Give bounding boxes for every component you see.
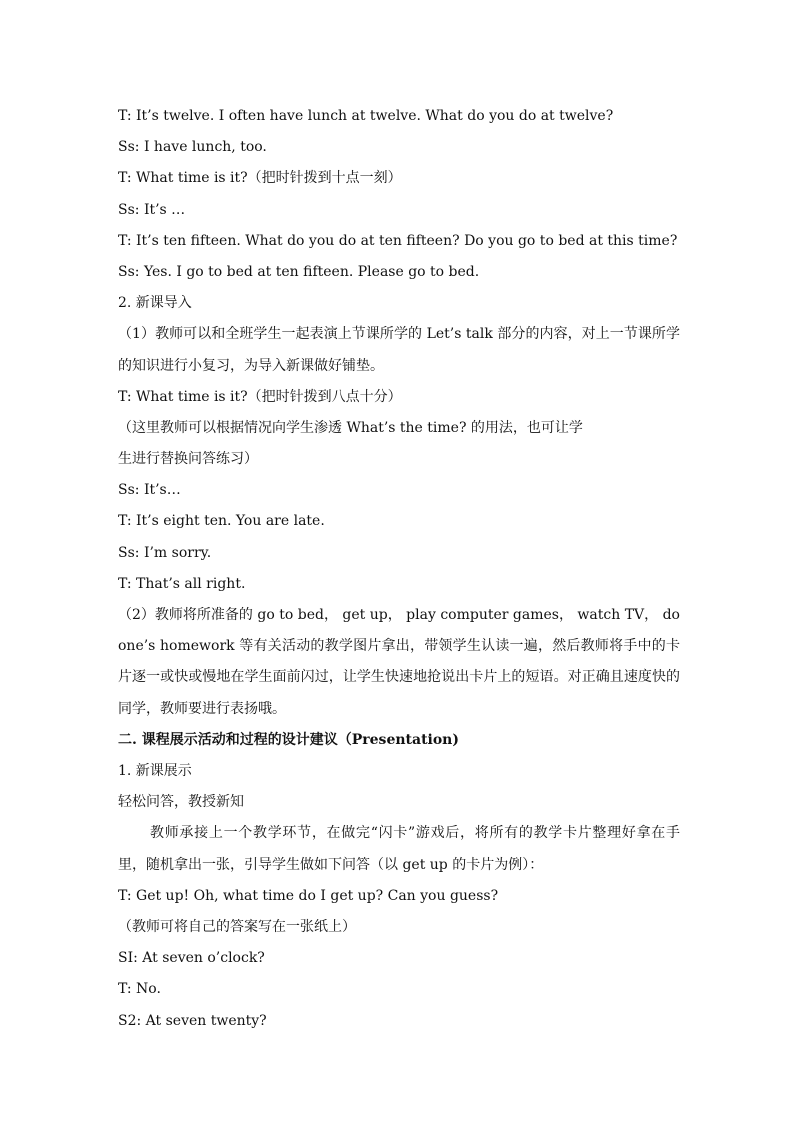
dialogue-line: Ss: I have lunch, too.: [118, 139, 267, 156]
dialogue-line: Ss: It’s…: [118, 482, 181, 499]
dialogue-line: T: No.: [118, 981, 161, 998]
dialogue-line: T: It’s eight ten. You are late.: [118, 513, 325, 530]
paragraph-presentation: 教师承接上一个教学环节，在做完“闪卡”游戏后，将所有的教学卡片整理好拿在手里，随机拿出一张，引导学生做如下问答（以 get up 的卡片为例）：: [118, 825, 680, 873]
document-body: [118, 101, 680, 1037]
note-line: （这里教师可以根据情况向学生渗透 What’s the time? 的用法，也可让学: [118, 419, 583, 436]
dialogue-line: Ss: I’m sorry.: [118, 544, 212, 561]
dialogue-line: T: It’s twelve. I often have lunch at twelve. What do you do at twelve?: [118, 108, 614, 124]
dialogue-line: Ss: It’s …: [118, 201, 186, 218]
dialogue-line: T: Get up! Oh, what time do I get up? Can you guess?: [118, 887, 499, 904]
section-heading: 二. 课程展示活动和过程的设计建议（Presentation): [118, 731, 459, 748]
subsection-subtitle: 轻松问答，教授新知: [118, 794, 244, 811]
dialogue-line: SI: At seven o’clock?: [118, 950, 265, 967]
paragraph-review: （1）教师可以和全班学生一起表演上节课所学的 Let’s talk 部分的内容，对上一节课所学的知识进行小复习，为导入新课做好铺垫。: [118, 326, 680, 374]
dialogue-line: T: What time is it?（把时针拨到八点十分）: [118, 388, 402, 405]
dialogue-line: T: It’s ten fifteen. What do you do at ten fifteen? Do you go to bed at this time?: [118, 232, 678, 249]
subsection-title: 1. 新课展示: [118, 763, 192, 780]
paragraph-flashcards: （2）教师将所准备的 go to bed， get up， play computer games， watch TV， do one’s homework 等有关活动的教学图片拿出，带领学生认读一遍，然后教师将手中的卡片逐一或快或慢地在学生面前闪过，让学生快速地抢说出卡片上的短语。对正确且速度快的同学，教师要进行表扬哦。: [118, 607, 680, 717]
dialogue-line: S2: At seven twenty?: [118, 1012, 267, 1029]
subsection-title: 2. 新课导入: [118, 295, 192, 312]
dialogue-line: T: That’s all right.: [118, 575, 246, 592]
dialogue-line: T: What time is it?（把时针拨到十点一刻）: [118, 170, 402, 187]
note-line: （教师可将自己的答案写在一张纸上）: [118, 919, 356, 935]
note-line: 生进行替换问答练习）: [118, 451, 258, 468]
dialogue-line: Ss: Yes. I go to bed at ten fifteen. Please go to bed.: [118, 263, 480, 280]
